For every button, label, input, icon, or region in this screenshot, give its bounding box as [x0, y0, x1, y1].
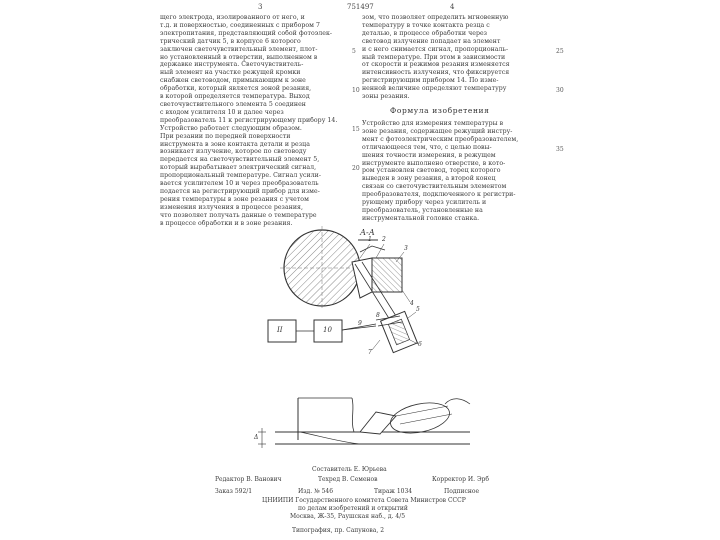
line-number: 15: [352, 126, 360, 133]
text-line: в которой определяется температура. Выход: [160, 93, 310, 101]
text-line: преобразователь, установленные на: [362, 206, 483, 214]
text-line: подается на регистрирующий прибор для изме-: [160, 187, 320, 195]
text-line: Устройство для измерения температуры в: [362, 120, 504, 127]
page-number-left: 3: [258, 3, 263, 11]
text-line: преобразователь 11 к регистрирующему прибору 14.: [160, 116, 338, 124]
part-number-8: 8: [376, 312, 380, 319]
footer-org1: ЦНИИПИ Государственного комитета Совета Министров СССР: [262, 497, 466, 504]
text-line: изменения излучения в процессе резания,: [160, 203, 304, 211]
text-line: от скорости и режимов резания изменяется: [362, 61, 510, 69]
block-label-register: II: [277, 326, 283, 334]
text-line: вается усилителем 10 и через преобразователь: [160, 180, 319, 188]
text-line: мент с фотоэлектрическим преобразователем,: [362, 135, 519, 143]
text-line: обработки, который является зоной резания,: [160, 85, 312, 93]
text-line: преобразователя, подключенного к регистри-: [362, 191, 516, 199]
part-number-6: 6: [418, 341, 422, 348]
page-number-right: 4: [450, 3, 455, 11]
text-line: светочувствительного элемента 5 соединен: [160, 100, 306, 108]
text-line: рующему прибору через усилитель и: [362, 199, 487, 207]
text-line: зоне резания, содержащее режущий инстру-: [362, 127, 513, 135]
footer-address2: Типография, пр. Сапунова, 2: [292, 527, 385, 534]
text-line: рения температуры в зоне резания с учетом: [160, 195, 309, 203]
text-line: световод излучение попадает на элемент: [362, 37, 501, 45]
photoelectric-sensor: [376, 311, 417, 352]
text-line: передается на светочувствительный элемент 5,: [160, 156, 320, 164]
footer-corrector: Корректор И. Эрб: [432, 476, 490, 483]
text-line: выведен в зону резания, а второй конец: [362, 175, 496, 183]
text-line: снабжен световодом, примыкающим к зоне: [160, 77, 306, 85]
text-line: При резании по передней поверхности: [160, 132, 291, 140]
lower-detail-figure: [258, 398, 470, 448]
text-line: в процессе обработки и в зоне резания.: [160, 219, 293, 227]
line-number: 35: [556, 146, 564, 153]
footer-circulation: Тираж 1034: [374, 488, 413, 495]
text-line: и с него снимается сигнал, пропорциональ-: [362, 45, 509, 53]
footer-address1: Москва, Ж-35, Раушская наб., д. 4/5: [290, 513, 406, 520]
text-line: щего электрода, изолированного от него, и: [160, 14, 305, 21]
footer-order: Заказ 592/1: [215, 488, 253, 495]
text-line: отличающееся тем, что, с целью повы-: [362, 143, 492, 151]
line-number: 25: [556, 48, 564, 55]
text-line: интенсивность излучения, что фиксируется: [362, 69, 510, 77]
text-line: инструменте выполнено отверстие, в кото-: [362, 159, 506, 167]
text-line: заключен светочувствительный элемент, плот-: [160, 45, 318, 53]
text-line: т.д. и поверхностью, соединенных с прибором 7: [160, 21, 321, 29]
line-number: 30: [556, 87, 564, 94]
text-line: что позволяет получать данные о температуре: [160, 211, 317, 219]
text-line: трический датчик 5, в корпусе 6 которого: [160, 37, 301, 45]
part-number-4: 4: [410, 300, 414, 307]
text-line: пропорциональный температуре. Сигнал усили-: [160, 172, 321, 180]
footer-subscription: Подписное: [444, 488, 480, 495]
line-number: 5: [352, 48, 356, 55]
workpiece-section: [280, 226, 364, 310]
text-line: возникает излучение, которое по световоду: [160, 148, 307, 156]
section-label: А-А: [360, 228, 375, 237]
footer-compiler: Составитель Е. Юрьева: [312, 466, 387, 473]
text-line: но установленный в отверстии, выполненном в: [160, 53, 318, 61]
text-line: инструмента в зоне контакта детали и резца: [160, 140, 310, 148]
text-line: связан со светочувствительным элементом: [362, 183, 507, 191]
patent-number: 751497: [347, 3, 374, 11]
text-line: инструментальной головке станка.: [362, 214, 480, 222]
part-number-7: 7: [368, 349, 372, 356]
footer-techred: Техред В. Семенов: [318, 476, 378, 483]
footer-edition: Изд. № 546: [298, 488, 334, 495]
text-line: ный температуре. При этом в зависимости: [362, 53, 506, 61]
part-number-3: 3: [404, 245, 408, 252]
dimension-label: Δ: [254, 434, 259, 441]
text-line: зом, что позволяет определить мгновенную: [362, 14, 509, 21]
text-line: зоны резания.: [362, 93, 410, 101]
text-line: электропитания, представляющий собой фотоэлек-: [160, 29, 333, 37]
line-number: 20: [352, 165, 360, 172]
text-line: ный элемент на участке режущей кромки: [160, 69, 301, 77]
part-number-2: 2: [382, 236, 386, 243]
text-line: ненной величине определяют температуру: [362, 85, 507, 93]
line-number: 10: [352, 87, 360, 94]
text-line: державке инструмента. Светочувствитель-: [160, 61, 304, 69]
text-line: с входом усилителя 10 и далее через: [160, 108, 284, 116]
text-line: Устройство работает следующим образом.: [160, 124, 302, 132]
footer-org2: по делам изобретений и открытий: [298, 505, 408, 512]
block-label-amplifier: 10: [323, 326, 332, 334]
text-line: ром установлен световод, торец которого: [362, 167, 501, 175]
text-line: шения точности измерения, в режущем: [362, 151, 496, 159]
cutting-tool: [352, 246, 402, 320]
text-line: который вырабатывает электрический сигнал,: [160, 164, 317, 172]
text-line: деталью, в процессе обработки через: [362, 29, 488, 37]
text-line: температуру в точке контакта резца с: [362, 21, 490, 29]
text-line: регистрирующим прибором 14. По изме-: [362, 77, 499, 85]
footer-editor: Редактор В. Ванович: [215, 476, 282, 483]
part-number-9: 9: [358, 320, 362, 327]
claim-title: Формула изобретения: [390, 106, 490, 115]
part-number-5: 5: [416, 306, 420, 313]
part-number-1: 1: [368, 236, 372, 243]
